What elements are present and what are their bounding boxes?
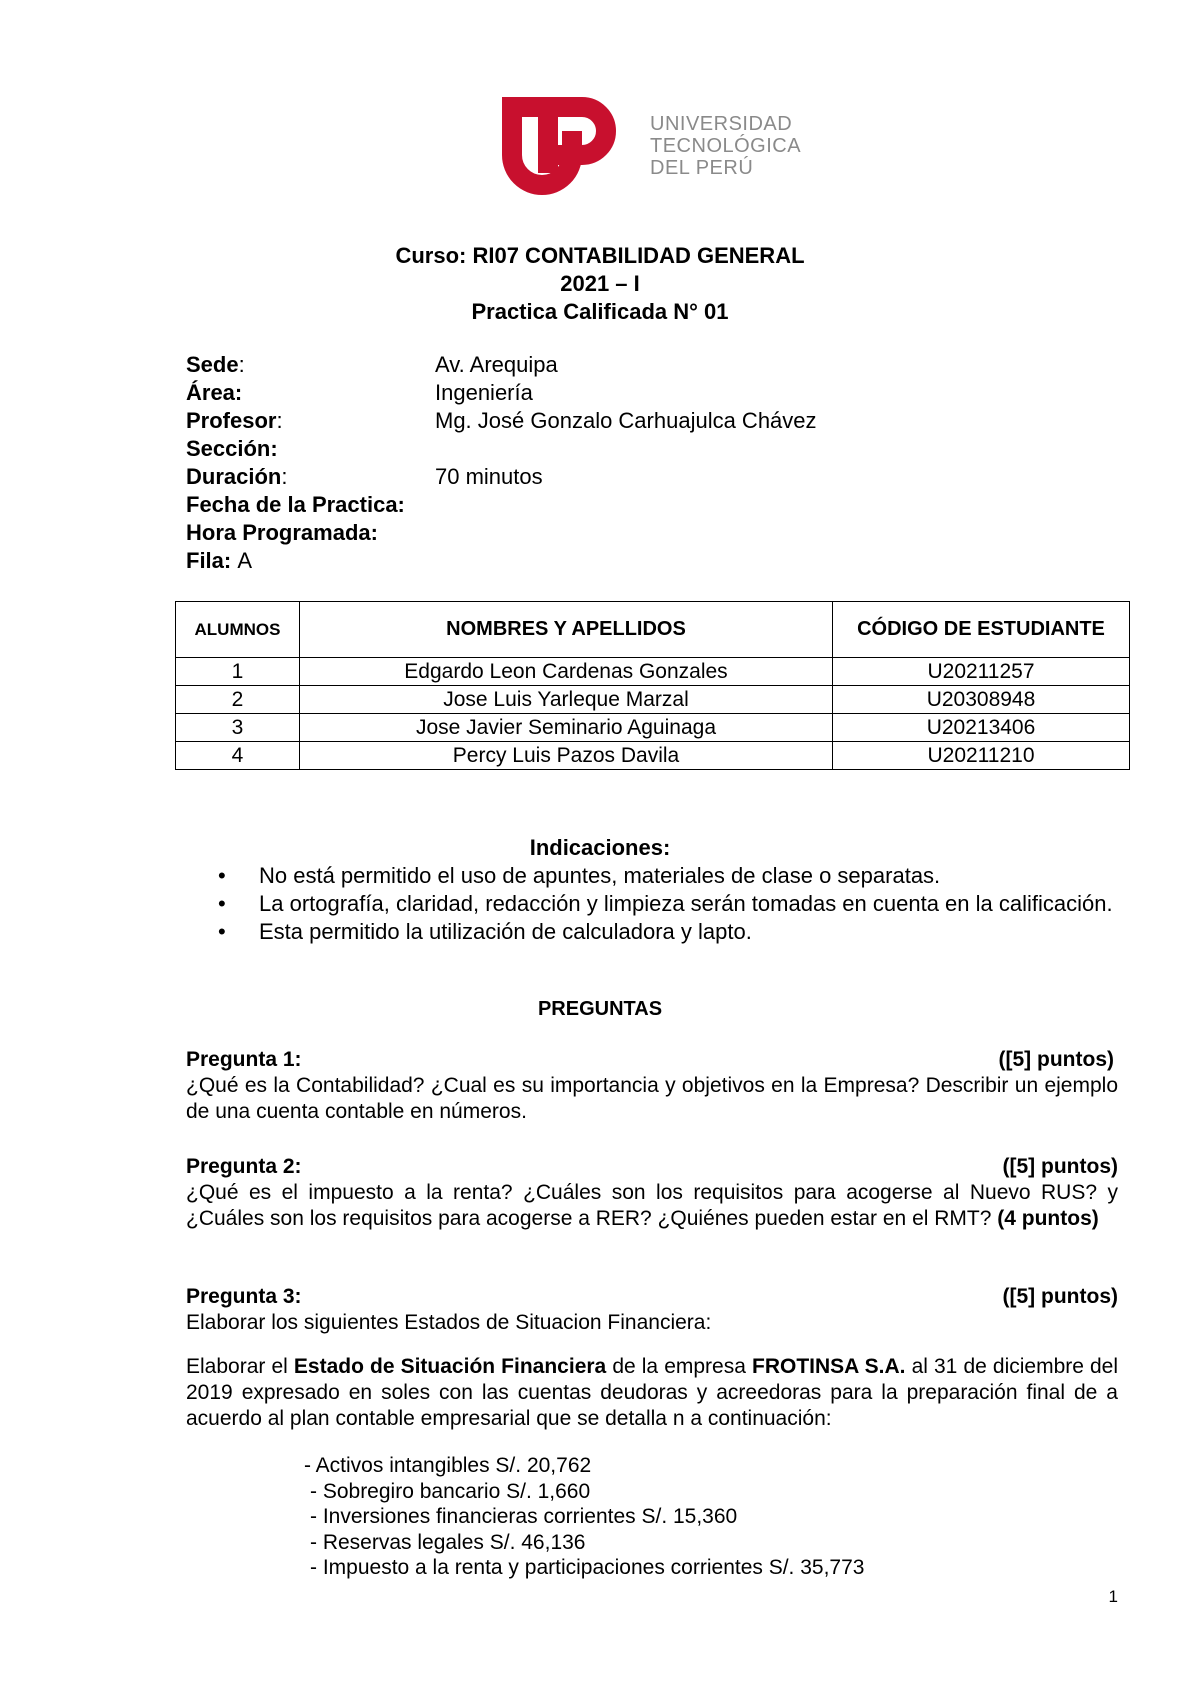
question-2 [186,1154,1118,1232]
info-label: Sección: [186,436,278,461]
utp-logo-icon [500,95,625,205]
table-cell: Percy Luis Pazos Davila [300,742,833,770]
list-item: - Impuesto a la renta y participaciones corrientes S/. 35,773 [310,1556,865,1579]
term-title: 2021 – I [560,271,640,296]
table-row [176,714,1130,742]
table-row [176,658,1130,686]
info-row-area [186,379,1086,407]
list-item: - Sobregiro bancario S/. 1,660 [310,1479,591,1503]
info-value: 70 minutos [435,464,543,489]
bullet-icon: • [218,891,226,916]
info-row-duracion [186,463,1086,491]
table-cell: U20211210 [833,742,1130,770]
instruction-paragraph: Elaborar el Estado de Situación Financiera de la empresa FROTINSA S.A. al 31 de diciembre del 2019 expresado en soles con las cuentas deudoras y acreedoras para la preparación final de a acuerdo al plan contable empresarial que se detalla n a continuación: [186,1355,1119,1430]
question-label: Pregunta 2: [186,1155,302,1178]
table-cell: 2 [176,686,300,714]
table-cell: Edgardo Leon Cardenas Gonzales [300,658,833,686]
list-item: - Reservas legales S/. 46,136 [310,1530,586,1554]
exam-title: Practica Calificada N° 01 [471,299,729,324]
questions-title: PREGUNTAS [537,998,663,1020]
question-points: ([5] puntos) [1002,1285,1118,1308]
list-item: • La ortografía, claridad, redacción y limpieza serán tomadas en cuenta en la calificación. [218,891,1113,916]
info-row-profesor [186,407,1086,435]
info-value: Mg. José Gonzalo Carhuajulca Chávez [435,408,817,433]
logo-line: TECNOLÓGICA [650,135,802,157]
company-name: FROTINSA S.A. [752,1355,906,1378]
table-cell: 3 [176,714,300,742]
accounts-list [304,1453,865,1581]
question-text: Elaborar los siguientes Estados de Situacion Financiera: [186,1311,712,1334]
logo-line: DEL PERÚ [650,157,754,179]
list-item: - Activos intangibles S/. 20,762 [304,1454,592,1477]
question-text: ¿Qué es el impuesto a la renta? ¿Cuáles son los requisitos para acogerse al Nuevo RUS? y ¿Cuáles son los requisitos para acogerse a RER? ¿Quiénes pueden estar en el RMT? (4 puntos) [186,1181,1118,1230]
logo-text [650,113,801,179]
list-item: - Inversiones financieras corrientes S/. 15,360 [310,1505,738,1528]
question-text: ¿Qué es la Contabilidad? ¿Cual es su importancia y objetivos en la Empresa? Describir un ejemplo de una cuenta contable en números. [186,1074,1118,1123]
question-1 [186,1047,1118,1125]
bold-term: Estado de Situación Financiera [293,1355,607,1378]
table-cell: U20308948 [833,686,1130,714]
column-header: NOMBRES Y APELLIDOS [300,602,833,658]
info-label: Fecha de la Practica: [186,492,405,517]
table-header-row [176,602,1130,658]
exam-info [186,351,1086,575]
page-number: 1 [1108,1587,1118,1606]
university-logo [500,95,830,205]
info-row-seccion [186,435,1086,463]
column-header: ALUMNOS [176,602,300,658]
table-cell: U20213406 [833,714,1130,742]
question-3 [186,1284,1118,1336]
list-item: • No está permitido el uso de apuntes, materiales de clase o separatas. [218,863,941,888]
info-row-hora [186,519,1086,547]
info-label: Duración: [186,464,288,489]
question-points: ([5] puntos) [1002,1155,1118,1178]
table-cell: 1 [176,658,300,686]
students-table [175,601,1130,770]
info-row-fecha [186,491,1086,519]
column-header: CÓDIGO DE ESTUDIANTE [833,602,1130,658]
logo-line: UNIVERSIDAD [650,113,793,135]
info-label: Hora Programada: [186,520,378,545]
question-label: Pregunta 3: [186,1285,302,1308]
info-value: Av. Arequipa [435,352,558,377]
indications-title: Indicaciones: [529,835,671,860]
info-label: Sede: [186,352,245,377]
table-row [176,686,1130,714]
table-cell: U20211257 [833,658,1130,686]
info-value: Ingeniería [435,380,533,405]
course-title: Curso: RI07 CONTABILIDAD GENERAL [395,243,805,268]
question-label: Pregunta 1: [186,1048,302,1071]
table-cell: 4 [176,742,300,770]
question-extra-points: (4 puntos) [997,1207,1099,1230]
document-header [0,242,1200,326]
info-row-fila [186,547,1086,575]
table-cell: Jose Javier Seminario Aguinaga [300,714,833,742]
info-label: Fila: A [186,548,253,573]
table-row [176,742,1130,770]
info-label: Área: [186,380,243,405]
question-points: ([5] puntos) [998,1048,1114,1071]
info-label: Profesor: [186,408,283,433]
bullet-icon: • [218,863,226,888]
table-cell: Jose Luis Yarleque Marzal [300,686,833,714]
list-item: • Esta permitido la utilización de calculadora y lapto. [218,919,752,944]
indications-list [218,862,1118,946]
bullet-icon: • [218,919,226,944]
info-row-sede [186,351,1086,379]
